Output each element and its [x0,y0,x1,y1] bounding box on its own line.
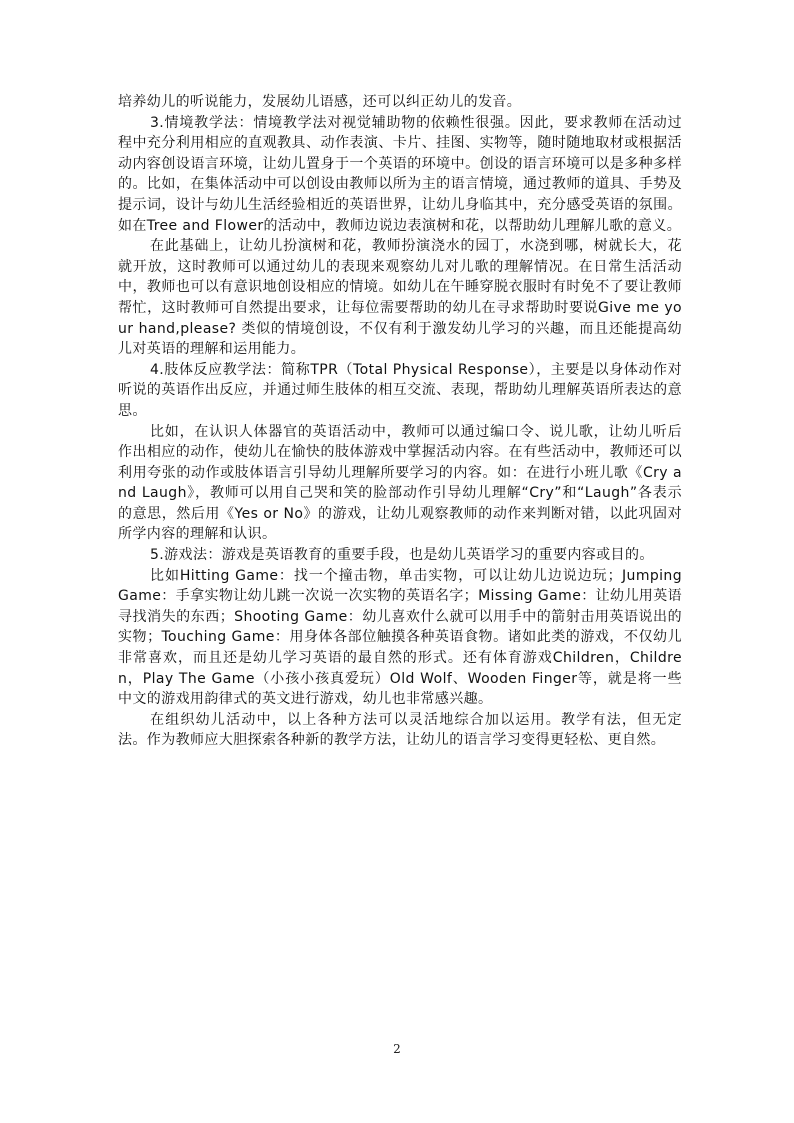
paragraph: 在此基础上，让幼儿扮演树和花，教师扮演浇水的园丁，水浇到哪，树就长大，花就开放，这时教师可以通过幼儿的表现来观察幼儿对儿歌的理解情况。在日常生活活动中，教师也可以有意识地创设相应的情境。如幼儿在午睡穿脱衣服时有时免不了要让教师帮忙，这时教师可自然提出要求，让每位需要帮助的幼儿在寻求帮助时要说Give me your hand,please? 类似的情境创设，不仅有利于激发幼儿学习的兴趣，而且还能提高幼儿对英语的理解和运用能力。 [118,238,682,358]
paragraph: 比如，在认识人体器官的英语活动中，教师可以通过编口令、说儿歌，让幼儿听后作出相应的动作，使幼儿在愉快的肢体游戏中掌握活动内容。在有些活动中，教师还可以利用夸张的动作或肢体语言引导幼儿理解所要学习的内容。如：在进行小班儿歌《Cry and Laugh》，教师可以用自己哭和笑的脸部动作引导幼儿理解“Cry”和“Laugh”各表示的意思，然后用《Yes or No》的游戏，让幼儿观察教师的动作来判断对错，以此巩固对所学内容的理解和认识。 [118,423,682,543]
paragraph: 4.肢体反应教学法：简称TPR（Total Physical Response），主要是以身体动作对听说的英语作出反应，并通过师生肢体的相互交流、表现，帮助幼儿理解英语所表达的意思。 [118,361,682,419]
paragraph: 在组织幼儿活动中，以上各种方法可以灵活地综合加以运用。教学有法，但无定法。作为教师应大胆探索各种新的教学方法，让幼儿的语言学习变得更轻松、更自然。 [118,711,682,749]
paragraph: 5.游戏法：游戏是英语教育的重要手段，也是幼儿英语学习的重要内容或目的。 [150,547,654,564]
paragraph: 培养幼儿的听说能力，发展幼儿语感，还可以纠正幼儿的发音。 [118,94,522,110]
document-body [118,92,682,751]
page-number: 2 [393,1042,401,1056]
paragraph: 3.情境教学法：情境教学法对视觉辅助物的依赖性很强。因此，要求教师在活动过程中充分利用相应的直观教具、动作表演、卡片、挂图、实物等，随时随地取材或根据活动内容创设语言环境，让幼儿置身于一个英语的环境中。创设的语言环境可以是多种多样的。比如，在集体活动中可以创设由教师以所为主的语言情境，通过教师的道具、手势及提示词，设计与幼儿生活经验相近的英语世界，让幼儿身临其中，充分感受英语的氛围。如在Tree and Flower的活动中，教师边说边表演树和花，以帮助幼儿理解儿歌的意义。 [118,114,682,234]
paragraph: 比如Hitting Game：找一个撞击物，单击实物，可以让幼儿边说边玩；Jumping Game：手拿实物让幼儿跳一次说一次实物的英语名字；Missing Game：让幼儿用英语寻找消失的东西；Shooting Game：幼儿喜欢什么就可以用手中的箭射击用英语说出的实物；Touching Game：用身体各部位触摸各种英语食物。诸如此类的游戏，不仅幼儿非常喜欢，而且还是幼儿学习英语的最自然的形式。还有体育游戏Children，Children，Play The Game（小孩小孩真爱玩）Old Wolf、Wooden Finger等，就是将一些中文的游戏用韵律式的英文进行游戏，幼儿也非常感兴趣。 [118,567,683,708]
